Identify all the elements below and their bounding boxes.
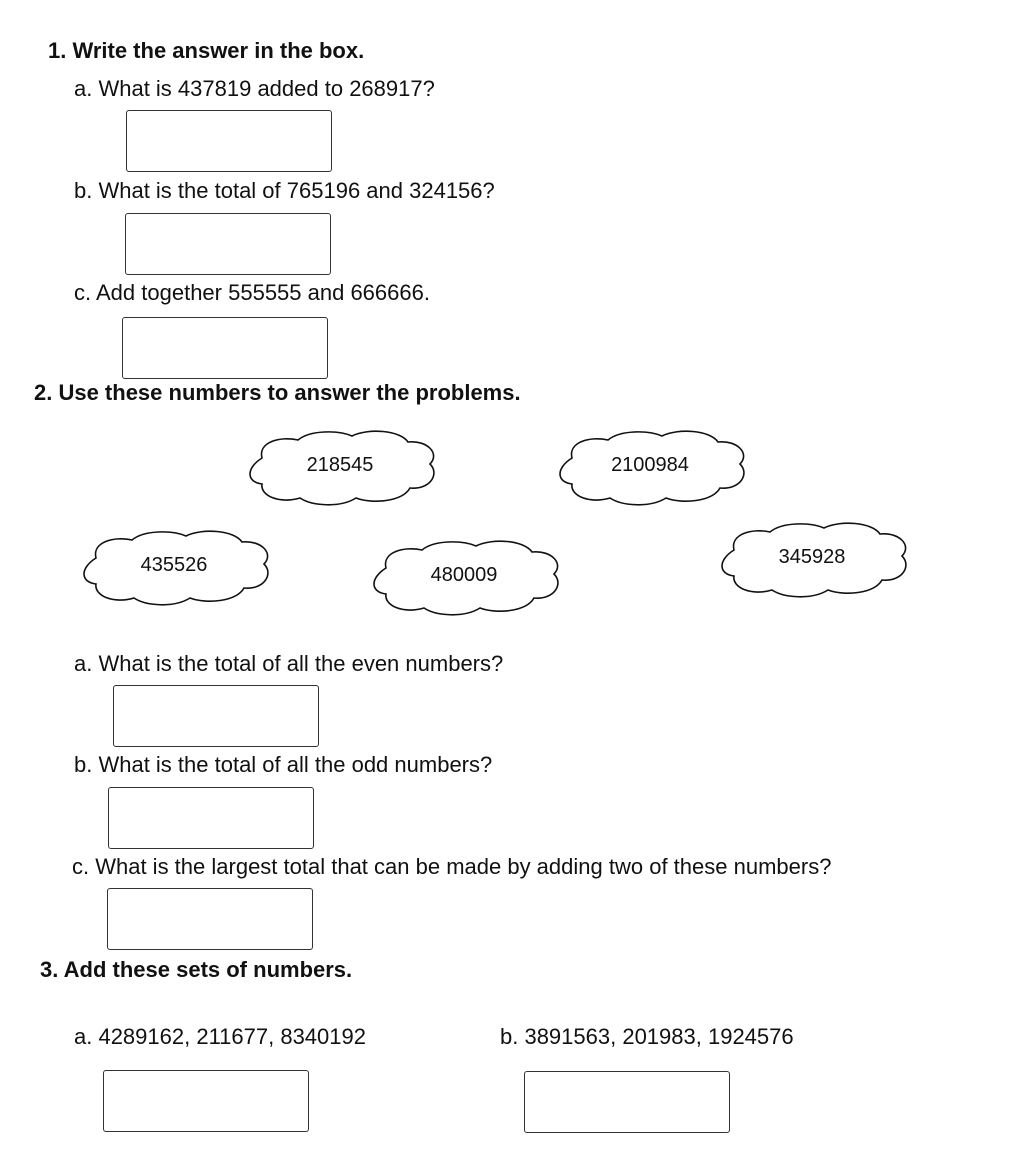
cloud-number: 218545 xyxy=(306,454,374,476)
answer-box-2c[interactable] xyxy=(107,888,313,950)
number-cloud-480009 xyxy=(364,538,564,618)
section-2-heading: 2. Use these numbers to answer the problems. xyxy=(34,380,521,405)
section-1-heading: 1. Write the answer in the box. xyxy=(48,38,365,63)
answer-box-2a[interactable] xyxy=(113,685,319,747)
question-1a: a. What is 437819 added to 268917? xyxy=(74,76,435,101)
number-cloud-435526 xyxy=(74,528,274,608)
question-3a: a. 4289162, 211677, 8340192 xyxy=(74,1024,366,1049)
question-2b: b. What is the total of all the odd numbers? xyxy=(74,752,493,777)
answer-box-1c[interactable] xyxy=(122,317,328,379)
cloud-number: 2100984 xyxy=(611,454,689,476)
answer-box-1a[interactable] xyxy=(126,110,332,172)
answer-box-2b[interactable] xyxy=(108,787,314,849)
number-cloud-2100984 xyxy=(550,428,750,508)
section-3-heading: 3. Add these sets of numbers. xyxy=(40,957,353,982)
number-cloud-345928 xyxy=(712,520,912,600)
answer-box-1b[interactable] xyxy=(125,213,331,275)
question-3b: b. 3891563, 201983, 1924576 xyxy=(500,1024,794,1049)
question-1c: c. Add together 555555 and 666666. xyxy=(74,280,430,305)
number-cloud-218545 xyxy=(240,428,440,508)
answer-box-3a[interactable] xyxy=(103,1070,309,1132)
cloud-number: 345928 xyxy=(778,546,846,568)
question-2c: c. What is the largest total that can be made by adding two of these numbers? xyxy=(72,854,832,879)
question-2a: a. What is the total of all the even numbers? xyxy=(74,651,504,676)
cloud-number: 480009 xyxy=(430,564,498,586)
answer-box-3b[interactable] xyxy=(524,1071,730,1133)
cloud-number: 435526 xyxy=(140,554,208,576)
question-1b: b. What is the total of 765196 and 324156? xyxy=(74,178,495,203)
